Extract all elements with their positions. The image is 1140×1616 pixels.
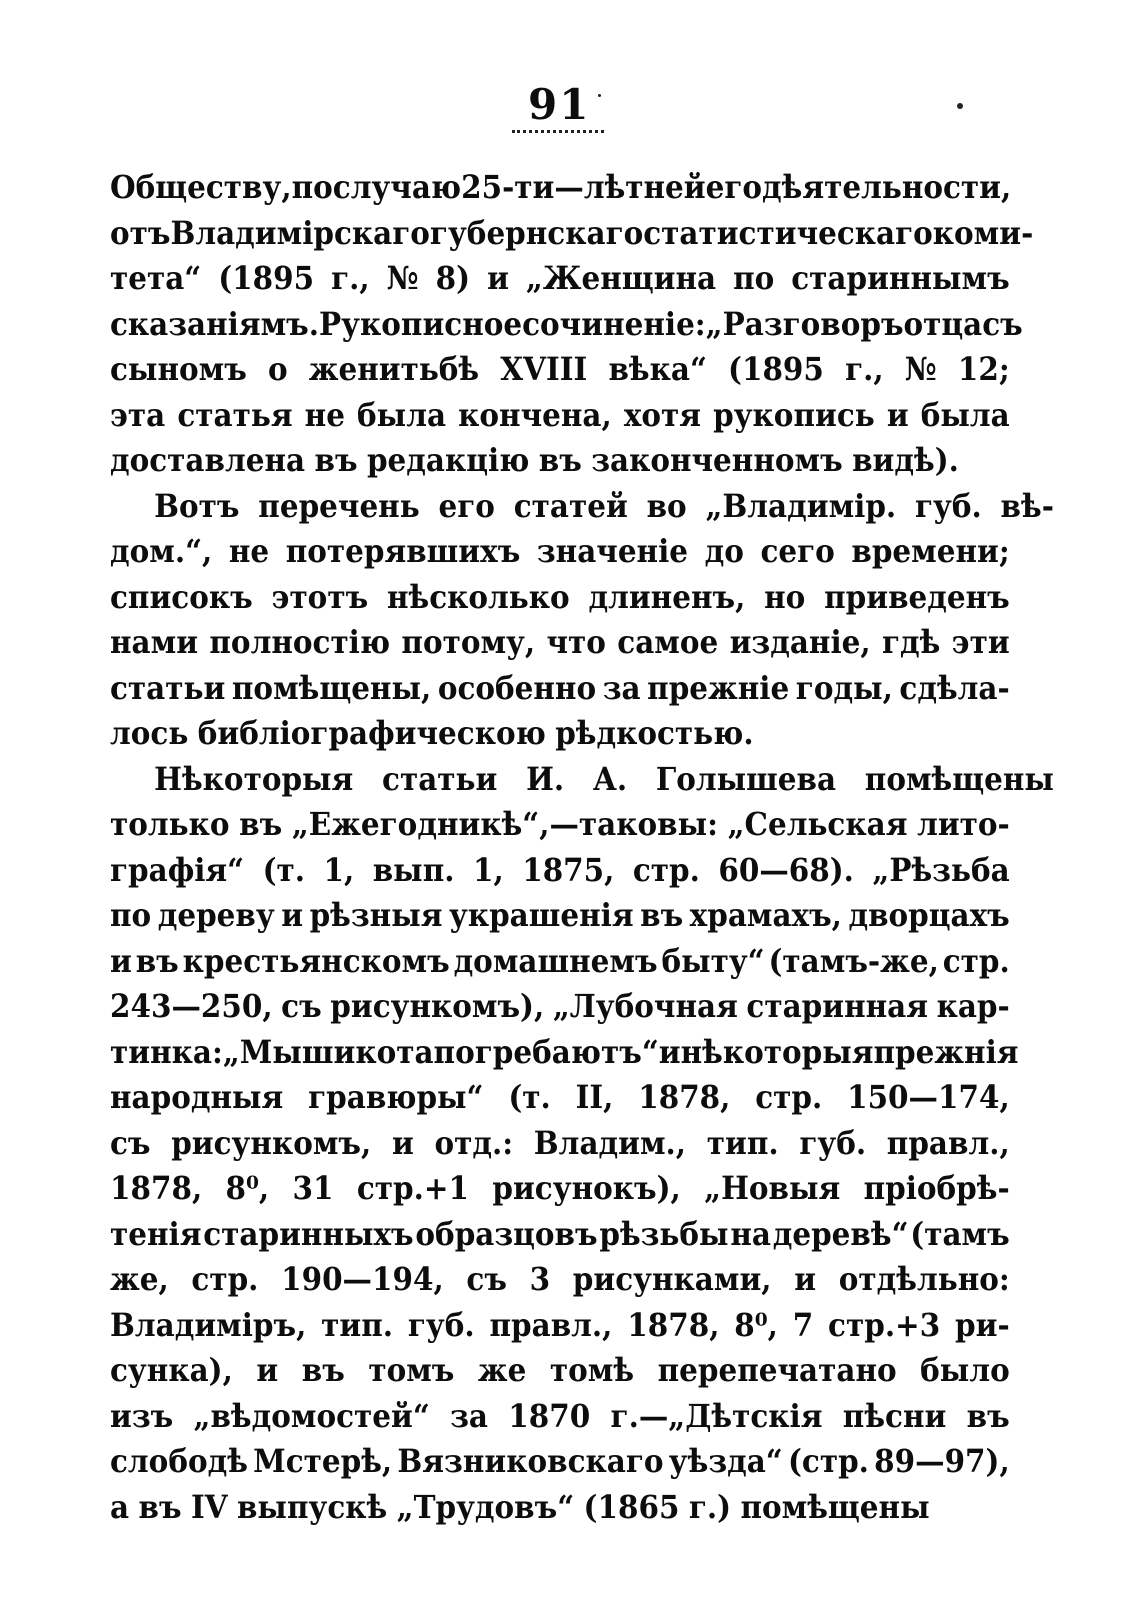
text-line: же, стр. 190—194, съ 3 рисунками, и отдѣльно:	[110, 1260, 1010, 1298]
text-line: сыномъ о женитьбѣ XVIII вѣка“ (1895 г., № 12;	[110, 350, 1010, 388]
text-line: доставлена въ редакцію въ законченномъ видѣ).	[110, 441, 959, 479]
text-line: народныя гравюры“ (т. II, 1878, стр. 150—174,	[110, 1078, 1010, 1116]
text-line: по дереву и рѣзныя украшенія въ храмахъ, дворцахъ	[110, 896, 1010, 934]
text-line: Нѣкоторыя статьи И. А. Голышева помѣщены	[154, 759, 1054, 798]
text-line: Владиміръ, тип. губ. правл., 1878, 8⁰, 7 стр.+3 ри-	[110, 1305, 1010, 1344]
text-line: сказаніямъ. Рукописное сочиненіе: „Разговоръ отца съ	[110, 304, 1023, 343]
ink-speck	[598, 94, 601, 97]
text-line: тенія старинныхъ образцовъ рѣзьбы на деревѣ“ (тамъ	[110, 1214, 1010, 1253]
page-header	[0, 80, 1140, 150]
text-line: Обществу, по случаю 25-ти—лѣтней его дѣятельности,	[110, 168, 1012, 206]
text-line: 1878, 8⁰, 31 стр.+1 рисунокъ), „Новыя пріобрѣ-	[110, 1169, 1010, 1207]
text-line: тета“ (1895 г., № 8) и „Женщина по стариннымъ	[110, 259, 1010, 297]
ink-speck	[957, 103, 963, 109]
page-number-underline	[512, 130, 604, 133]
text-line: отъ Владимірскаго губернскаго статистическаго коми-	[110, 213, 1034, 252]
paragraph	[110, 759, 1054, 1534]
text-line: статьи помѣщены, особенно за прежніе годы, сдѣла-	[110, 668, 1010, 707]
paragraph	[110, 168, 1034, 487]
text-line: графія“ (т. 1, вып. 1, 1875, стр. 60—68). „Рѣзьба	[110, 850, 1010, 889]
text-line: списокъ этотъ нѣсколько длиненъ, но приведенъ	[110, 577, 1010, 616]
text-line: и въ крестьянскомъ домашнемъ быту“ (тамъ-же, стр.	[110, 941, 1010, 980]
text-line: только въ „Ежегодникѣ“,—таковы: „Сельская лито-	[110, 805, 1010, 843]
text-line: дом.“, не потерявшихъ значеніе до сего времени;	[110, 532, 1010, 570]
text-line: нами полностію потому, что самое изданіе, гдѣ эти	[110, 623, 1010, 661]
text-line: съ рисункомъ, и отд.: Владим., тип. губ. правл.,	[110, 1123, 1010, 1162]
text-line: а въ IV выпускѣ „Трудовъ“ (1865 г.) помѣщены	[110, 1487, 930, 1526]
paragraph	[110, 486, 1054, 760]
page-number: 91	[528, 80, 591, 129]
text-line: изъ „вѣдомостей“ за 1870 г.—„Дѣтскія пѣсни въ	[110, 1396, 1010, 1435]
text-line: лось библіографическою рѣдкостью.	[110, 714, 754, 752]
body-text	[110, 168, 1054, 1533]
text-line: тинка: „Мыши кота погребаютъ“ и нѣкоторыя прежнія	[110, 1032, 1019, 1071]
text-line: эта статья не была кончена, хотя рукопись и была	[110, 395, 1010, 434]
text-line: Вотъ перечень его статей во „Владимір. губ. вѣ-	[154, 486, 1054, 525]
text-line: сунка), и въ томъ же томѣ перепечатано было	[110, 1351, 1010, 1389]
text-line: 243—250, съ рисункомъ), „Лубочная старинная кар-	[110, 987, 1010, 1025]
text-line: слободѣ Мстерѣ, Вязниковскаго уѣзда“ (стр. 89—97),	[110, 1442, 1010, 1480]
